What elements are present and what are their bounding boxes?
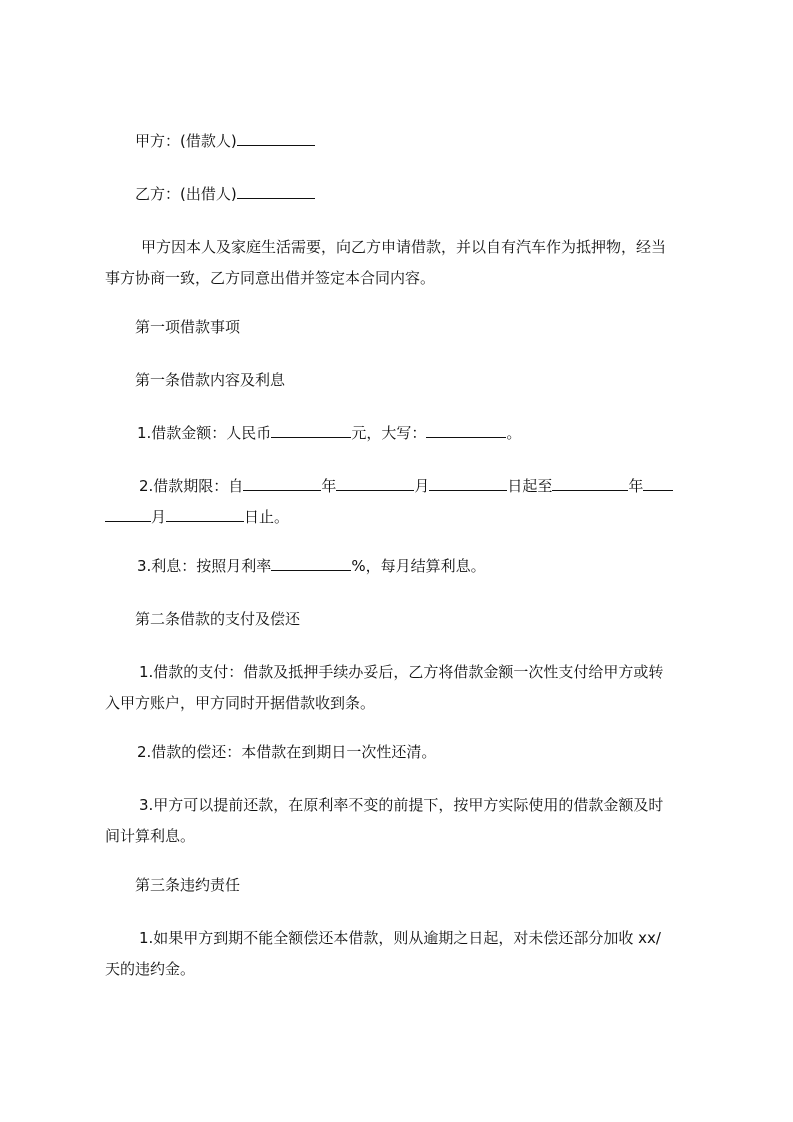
amount-end-mark: 。 — [506, 424, 522, 442]
loan-term-line-2 — [105, 510, 697, 525]
monthly-rate-blank — [271, 559, 351, 571]
end-day-blank — [166, 510, 244, 522]
start-year-label: 年 — [321, 477, 337, 495]
prepayment-paragraph — [105, 798, 697, 844]
interest-line — [105, 559, 697, 574]
section-1-heading: 第一项借款事项 — [135, 318, 241, 336]
article-1-heading: 第一条借款内容及利息 — [135, 371, 286, 389]
payment-paragraph — [105, 665, 697, 711]
start-day-blank — [429, 479, 507, 491]
intro-paragraph — [105, 240, 697, 286]
repayment-line: 2.借款的偿还：本借款在到期日一次性还清。 — [137, 743, 437, 761]
payment-line-1: 1.借款的支付：借款及抵押手续办妥后，乙方将借款金额一次性支付给甲方或转 — [139, 663, 664, 681]
breach-line-2: 天的违约金。 — [105, 960, 196, 978]
prepayment-line-2: 间计算利息。 — [105, 827, 196, 845]
article-2-heading: 第二条借款的支付及偿还 — [135, 610, 301, 628]
end-month-blank-part-1 — [643, 479, 673, 491]
loan-amount-blank — [271, 426, 351, 438]
loan-amount-line — [105, 426, 697, 441]
party-a-label: 甲方：(借款人) — [135, 132, 237, 150]
loan-term-start-label: 2.借款期限：自 — [139, 477, 244, 495]
start-month-label: 月 — [414, 477, 430, 495]
end-month-label: 月 — [151, 508, 167, 526]
breach-paragraph — [105, 931, 697, 977]
end-year-label: 年 — [628, 477, 644, 495]
party-a-blank — [237, 134, 315, 146]
end-year-blank — [552, 479, 628, 491]
end-month-blank-part-2 — [105, 510, 151, 522]
party-b-line — [105, 187, 697, 202]
article-3-heading: 第三条违约责任 — [135, 876, 241, 894]
payment-line-2: 入甲方账户，甲方同时开据借款收到条。 — [105, 694, 376, 712]
interest-label: 3.利息：按照月利率 — [137, 557, 272, 575]
intro-line-2: 事方协商一致，乙方同意出借并签定本合同内容。 — [105, 269, 436, 287]
party-b-label: 乙方：(出借人) — [135, 185, 237, 203]
prepayment-line-1: 3.甲方可以提前还款，在原利率不变的前提下，按甲方实际使用的借款金额及时 — [139, 796, 664, 814]
intro-line-1: 甲方因本人及家庭生活需要，向乙方申请借款，并以自有汽车作为抵押物，经当 — [141, 238, 667, 256]
start-day-label: 日起至 — [507, 477, 553, 495]
uppercase-amount-blank — [426, 426, 506, 438]
uppercase-amount-label: 元，大写： — [351, 424, 427, 442]
loan-amount-label: 1.借款金额：人民币 — [137, 424, 272, 442]
interest-settlement: %，每月结算利息。 — [351, 557, 486, 575]
breach-line-1: 1.如果甲方到期不能全额偿还本借款，则从逾期之日起，对未偿还部分加收 xx/ — [139, 929, 661, 947]
party-b-blank — [237, 187, 315, 199]
loan-term-paragraph — [105, 479, 697, 525]
start-year-blank — [243, 479, 321, 491]
start-month-blank — [336, 479, 414, 491]
end-day-label: 日止。 — [244, 508, 290, 526]
party-a-line — [105, 134, 697, 149]
